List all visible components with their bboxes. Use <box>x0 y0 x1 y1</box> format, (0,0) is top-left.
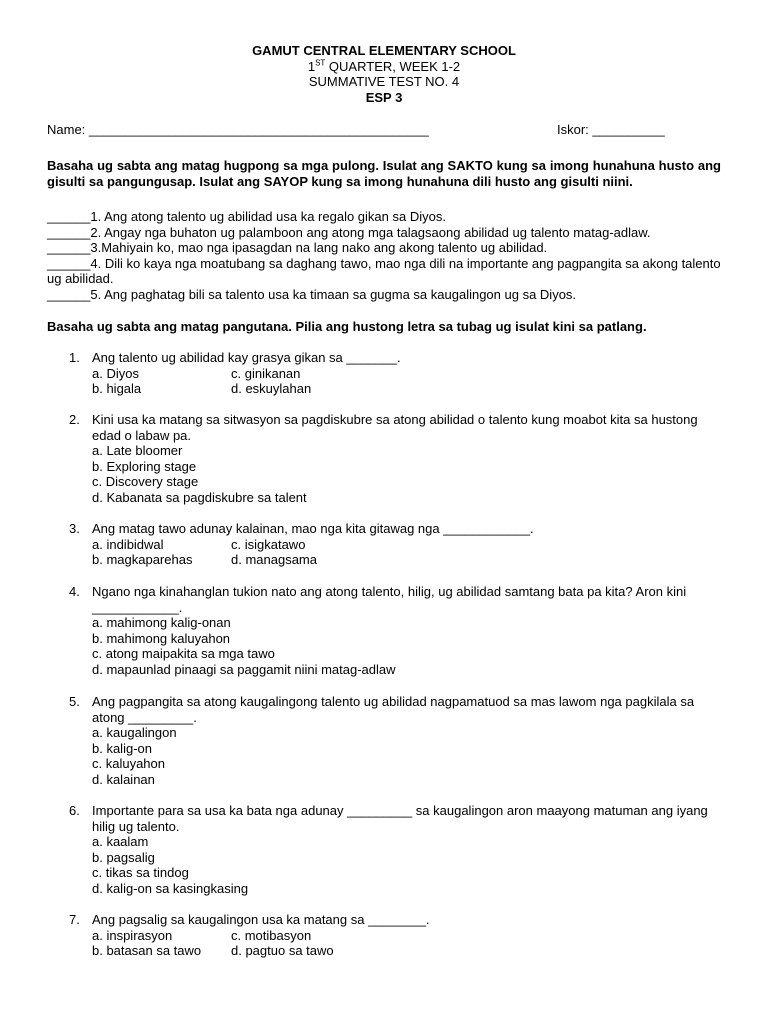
part1-instruction: Basaha ug sabta ang matag hugpong sa mga pulong. Isulat ang SAKTO kung sa imong hunahuna husto ang gisulti sa pangungusap. Isulat ang SAYOP kung sa imong hunahuna dili husto ang gisulti niini. <box>47 158 721 189</box>
school-name: GAMUT CENTRAL ELEMENTARY SCHOOL <box>252 43 516 58</box>
name-blank[interactable]: _______________________________________________ <box>88 122 429 137</box>
score-blank[interactable]: __________ <box>592 122 665 137</box>
question-number: 3. <box>69 521 80 536</box>
choice-a: a. kaugalingon <box>92 725 177 740</box>
choice-b: b. kalig-on <box>92 740 152 756</box>
choice-c: c. atong maipakita sa mga tawo <box>92 646 275 661</box>
choice-a: a. indibidwal <box>92 536 164 552</box>
document-header <box>0 43 768 105</box>
question-number: 5. <box>69 694 80 709</box>
question-number: 4. <box>69 584 80 599</box>
question-text: Kini usa ka matang sa sitwasyon sa pagdiskubre sa atong abilidad o talento kung moabot kita sa hustong edad o labaw pa. <box>92 412 698 443</box>
question-text: Ang pagpangita sa atong kaugalingong talento ug abilidad nagpamatuod sa mas lawom nga pagkilala sa atong _________. <box>92 694 695 725</box>
question-number: 1. <box>69 350 80 365</box>
tf-item-3: ______3.Mahiyain ko, mao nga ipasagdan na lang nako ang akong talento ug abilidad. <box>47 240 548 255</box>
question-text: Ngano nga kinahanglan tukion nato ang atong talento, hilig, ug abilidad samtang bata pa kita? Aron kini ____________. <box>92 584 687 615</box>
question-text: Ang matag tawo adunay kalainan, mao nga kita gitawag nga ____________. <box>92 521 534 536</box>
choice-b: b. magkaparehas <box>92 552 193 567</box>
tf-item-1: ______1. Ang atong talento ug abilidad usa ka regalo gikan sa Diyos. <box>47 209 446 224</box>
choice-d: d. kalig-on sa kasingkasing <box>92 880 249 896</box>
name-label: Name: <box>47 122 89 137</box>
choice-c: c. isigkatawo <box>231 536 306 552</box>
score-label: Iskor: <box>557 122 593 137</box>
true-false-list <box>47 209 721 302</box>
choice-d: d. kalainan <box>92 771 155 787</box>
choice-b: b. Exploring stage <box>92 458 197 474</box>
question-number: 6. <box>69 803 80 818</box>
choice-b: b. pagsalig <box>92 849 155 865</box>
choice-b: b. higala <box>92 381 142 396</box>
choice-d: d. pagtuo sa tawo <box>231 943 334 958</box>
choice-a: a. inspirasyon <box>92 927 173 943</box>
choice-d: d. mapaunlad pinaagi sa paggamit niini matag-adlaw <box>92 661 396 677</box>
test-title: SUMMATIVE TEST NO. 4 <box>308 74 460 89</box>
choice-d: d. managsama <box>231 552 317 567</box>
choice-a: a. Diyos <box>92 365 139 381</box>
question-number: 2. <box>69 412 80 427</box>
choice-b: b. batasan sa tawo <box>92 943 202 958</box>
choice-c: c. motibasyon <box>231 927 312 943</box>
question-text: Ang pagsalig sa kaugalingon usa ka matang sa ________. <box>92 912 430 927</box>
choice-a: a. kaalam <box>92 834 149 849</box>
tf-item-5: ______5. Ang paghatag bili sa talento usa ka timaan sa gugma sa kaugalingon ug sa Diyos. <box>47 286 577 302</box>
choice-a: a. Late bloomer <box>92 443 183 458</box>
choice-c: c. Discovery stage <box>92 474 199 489</box>
name-field[interactable] <box>47 122 429 138</box>
choice-c: c. ginikanan <box>231 365 301 381</box>
choice-d: d. Kabanata sa pagdiskubre sa talent <box>92 489 307 505</box>
question-number: 7. <box>69 912 80 927</box>
question-text: Importante para sa usa ka bata nga adunay _________ sa kaugalingon aron maayong matuman ang iyang hilig ug talento. <box>92 803 708 834</box>
quarter-line: 1ST QUARTER, WEEK 1-2 <box>307 58 461 74</box>
question-text: Ang talento ug abilidad kay grasya gikan sa _______. <box>92 350 401 365</box>
choice-b: b. mahimong kaluyahon <box>92 630 231 646</box>
part2-instruction: Basaha ug sabta ang matag pangutana. Pilia ang hustong letra sa tubag ug isulat kini sa patlang. <box>47 319 647 334</box>
choice-c: c. tikas sa tindog <box>92 865 189 880</box>
tf-item-2: ______2. Angay nga buhaton ug palamboon ang atong mga talagsaong abilidad ug talento matag-adlaw. <box>47 224 651 240</box>
tf-item-4: ______4. Dili ko kaya nga moatubang sa daghang tawo, mao nga dili na importante ang pagpangita sa akong talento ug abilidad. <box>47 255 721 286</box>
choice-d: d. eskuylahan <box>231 381 312 396</box>
subject-title: ESP 3 <box>365 89 403 105</box>
choice-a: a. mahimong kalig-onan <box>92 615 231 630</box>
score-field[interactable] <box>557 122 665 138</box>
choice-c: c. kaluyahon <box>92 756 165 771</box>
